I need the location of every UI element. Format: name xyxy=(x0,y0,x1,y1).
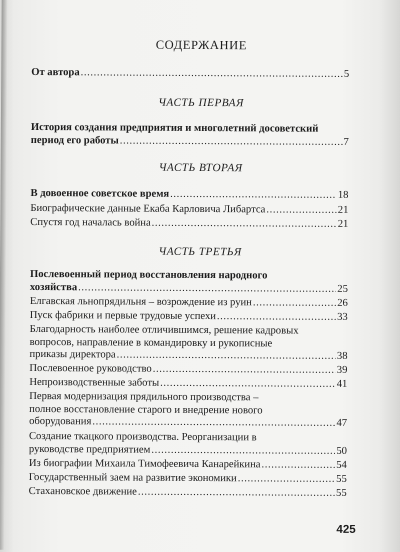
toc-leader-dots xyxy=(160,378,336,392)
toc-entry-title: полное восстановление старого и внедрение нового xyxy=(29,403,263,416)
toc-leader-dots xyxy=(78,282,336,296)
toc-leader-dots xyxy=(266,204,336,217)
toc-entry-page: 38 xyxy=(336,351,348,363)
toc-entry-page: 21 xyxy=(337,204,349,216)
toc-entry-title: Послевоенный период восстановления народного xyxy=(29,268,268,282)
toc-entry-title: Стахановское движение xyxy=(28,485,137,498)
toc-entry[interactable] xyxy=(29,458,347,473)
toc-entry-title: Спустя год началась война xyxy=(30,216,151,229)
toc-leader-dots xyxy=(217,311,336,324)
toc-entry[interactable] xyxy=(29,472,347,487)
page-edge-shadow xyxy=(0,0,8,550)
toc-entry[interactable] xyxy=(30,310,348,325)
toc-leader-dots xyxy=(152,218,337,232)
toc-leader-dots xyxy=(138,487,335,501)
toc-entry-page: 54 xyxy=(336,459,347,471)
toc-entry-page: 7 xyxy=(343,136,349,148)
toc-entry-page: 33 xyxy=(337,311,348,323)
toc-entry-page: 55 xyxy=(336,473,347,485)
part-heading-2: ЧАСТЬ ВТОРАЯ xyxy=(158,161,243,175)
toc-leader-dots xyxy=(117,350,336,364)
toc-title: СОДЕРЖАНИЕ xyxy=(155,37,248,53)
toc-entry-title: руководстве предприятием xyxy=(28,443,151,456)
toc-entry-title: Создание ткацкого производства. Реорганизации в xyxy=(28,430,257,444)
toc-entry[interactable] xyxy=(29,391,347,431)
toc-leader-dots xyxy=(253,297,336,310)
toc-entry-title: приказы директора xyxy=(29,349,116,361)
toc-entry[interactable] xyxy=(30,203,348,218)
toc-entry[interactable] xyxy=(30,188,348,203)
toc-entry-page: 18 xyxy=(337,189,349,201)
page-number: 425 xyxy=(336,523,356,536)
toc-entry-page: 39 xyxy=(336,364,348,376)
toc-entry-title: От автора xyxy=(31,66,80,79)
toc-entry-title: Послевоенное руководство xyxy=(29,362,152,375)
toc-leader-dots xyxy=(170,189,337,203)
toc-entry-title: вопросов, направление в командировку и рукописные xyxy=(29,336,273,350)
toc-entry[interactable] xyxy=(30,269,348,296)
toc-entry-page: 5 xyxy=(343,68,350,80)
toc-entry-page: 47 xyxy=(336,418,348,430)
toc-entry-title: Непроизводственные заботы xyxy=(29,376,160,389)
toc-entry[interactable] xyxy=(31,67,349,82)
toc-entry-title: Пуск фабрики и первые трудовые успехи xyxy=(29,309,216,323)
toc-entry[interactable] xyxy=(29,377,347,392)
toc-leader-dots xyxy=(261,459,335,472)
toc-entry[interactable] xyxy=(31,122,349,149)
toc-entry[interactable] xyxy=(30,217,348,232)
toc-entry[interactable] xyxy=(29,486,347,501)
toc-leader-dots xyxy=(153,364,336,378)
toc-entry-title: Государственный заем на развитие экономики xyxy=(28,471,237,485)
toc-leader-dots xyxy=(120,135,343,149)
toc-entry-title: Елгавская льнопрядильня – возрождение из руин xyxy=(29,295,252,309)
toc-entry-title: В довоенное советское время xyxy=(30,187,170,200)
toc-entry[interactable] xyxy=(29,363,347,378)
toc-entry-page: 25 xyxy=(337,283,348,295)
toc-entry-page: 41 xyxy=(336,378,348,390)
toc-entry[interactable] xyxy=(29,324,347,364)
toc-entry[interactable] xyxy=(30,296,348,311)
part-heading-3: ЧАСТЬ ТРЕТЬЯ xyxy=(158,245,242,259)
toc-entry-title: оборудования xyxy=(29,416,92,428)
toc-entry-title: Благодарность наиболее отличившимся, решение кадровых xyxy=(29,323,299,337)
toc-entry-title: История создания предприятия и многолетний досоветский xyxy=(30,121,319,135)
toc-leader-dots xyxy=(238,473,336,486)
toc-entry-title: Биографические данные Екаба Карловича Либартса xyxy=(30,202,266,216)
toc-leader-dots xyxy=(92,417,335,431)
part-heading-1: ЧАСТЬ ПЕРВАЯ xyxy=(158,96,244,110)
toc-entry-page: 26 xyxy=(337,297,348,309)
toc-entry-title: Из биографии Михаила Тимофеевича Канарейкина xyxy=(28,457,261,471)
toc-entry-page: 55 xyxy=(336,487,347,499)
toc-entry-title: хозяйства xyxy=(29,281,78,293)
toc-entry-page: 50 xyxy=(336,445,347,457)
toc-entry-title: период его работы xyxy=(30,134,119,147)
toc-entry-page: 21 xyxy=(337,218,349,230)
toc-leader-dots xyxy=(151,444,335,458)
toc-entry[interactable] xyxy=(29,431,347,458)
toc-entry-title: Первая модернизация прядильного производства – xyxy=(29,390,259,404)
toc-leader-dots xyxy=(81,67,343,81)
